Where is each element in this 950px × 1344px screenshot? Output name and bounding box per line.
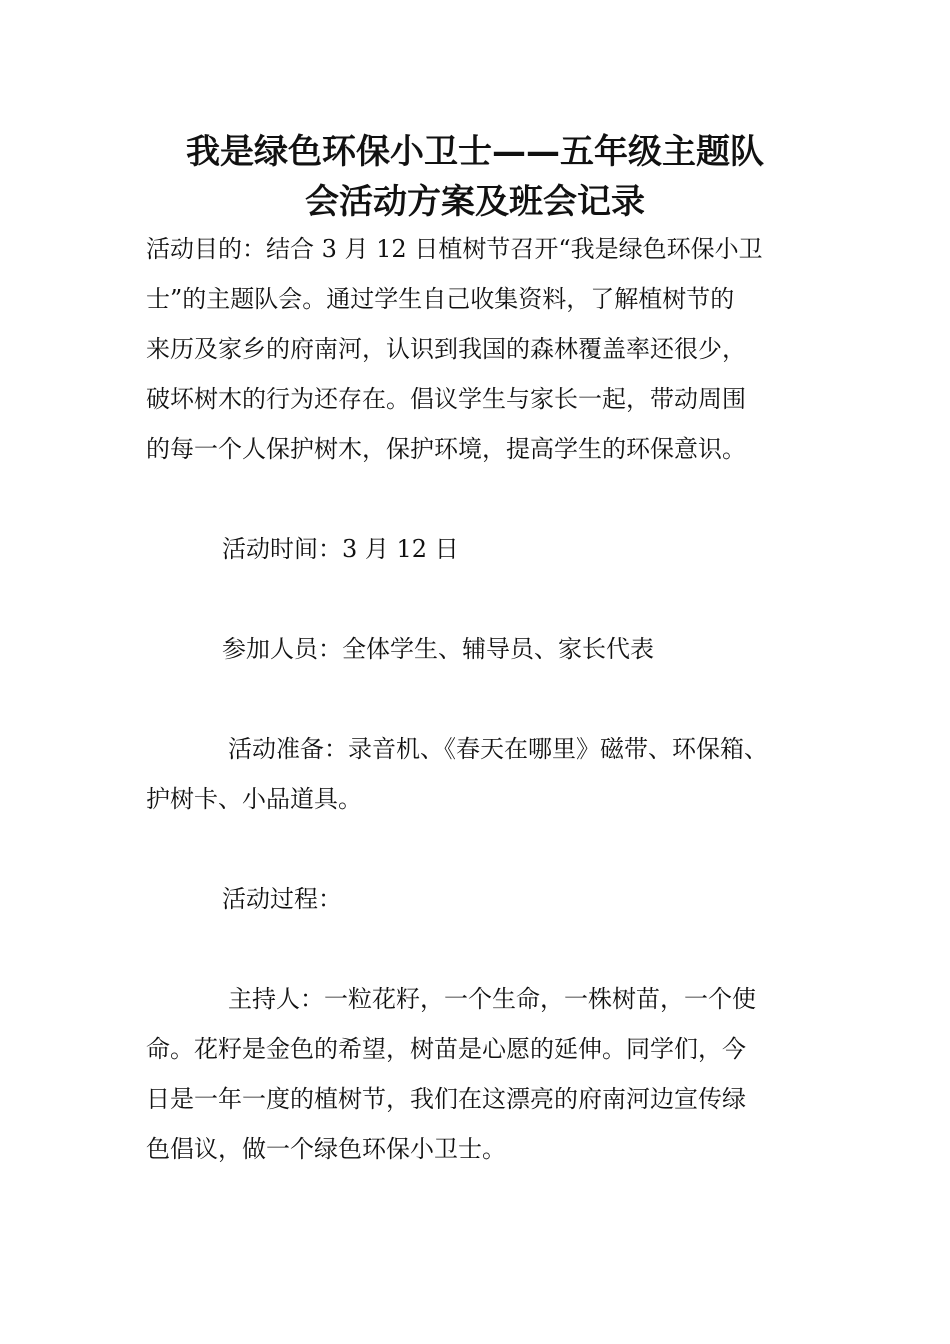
host-line-3: 日是一年一度的植树节，我们在这漂亮的府南河边宣传绿 (146, 1085, 746, 1113)
document-title-line-1: 我是绿色环保小卫士——五年级主题队 (186, 132, 764, 172)
purpose-line-3: 来历及家乡的府南河，认识到我国的森林覆盖率还很少， (146, 335, 746, 363)
document-title-line-2: 会活动方案及班会记录 (305, 182, 645, 222)
host-line-1: 主持人：一粒花籽，一个生命，一株树苗，一个使 (228, 985, 756, 1013)
host-line-4: 色倡议，做一个绿色环保小卫士。 (146, 1135, 506, 1163)
process-heading: 活动过程： (222, 885, 342, 913)
participants: 参加人员：全体学生、辅导员、家长代表 (222, 635, 654, 663)
activity-time: 活动时间：3 月 12 日 (222, 535, 459, 563)
purpose-line-2: 士”的主题队会。通过学生自己收集资料，了解植树节的 (146, 285, 735, 313)
purpose-line-5: 的每一个人保护树木，保护环境，提高学生的环保意识。 (146, 435, 746, 463)
purpose-line-4: 破坏树木的行为还存在。倡议学生与家长一起，带动周围 (146, 385, 746, 413)
preparation-line-1: 活动准备：录音机、《春天在哪里》磁带、环保箱、 (228, 735, 768, 763)
host-line-2: 命。花籽是金色的希望，树苗是心愿的延伸。同学们，今 (146, 1035, 746, 1063)
preparation-line-2: 护树卡、小品道具。 (146, 785, 362, 813)
purpose-line-1: 活动目的：结合 3 月 12 日植树节召开“我是绿色环保小卫 (146, 235, 763, 263)
